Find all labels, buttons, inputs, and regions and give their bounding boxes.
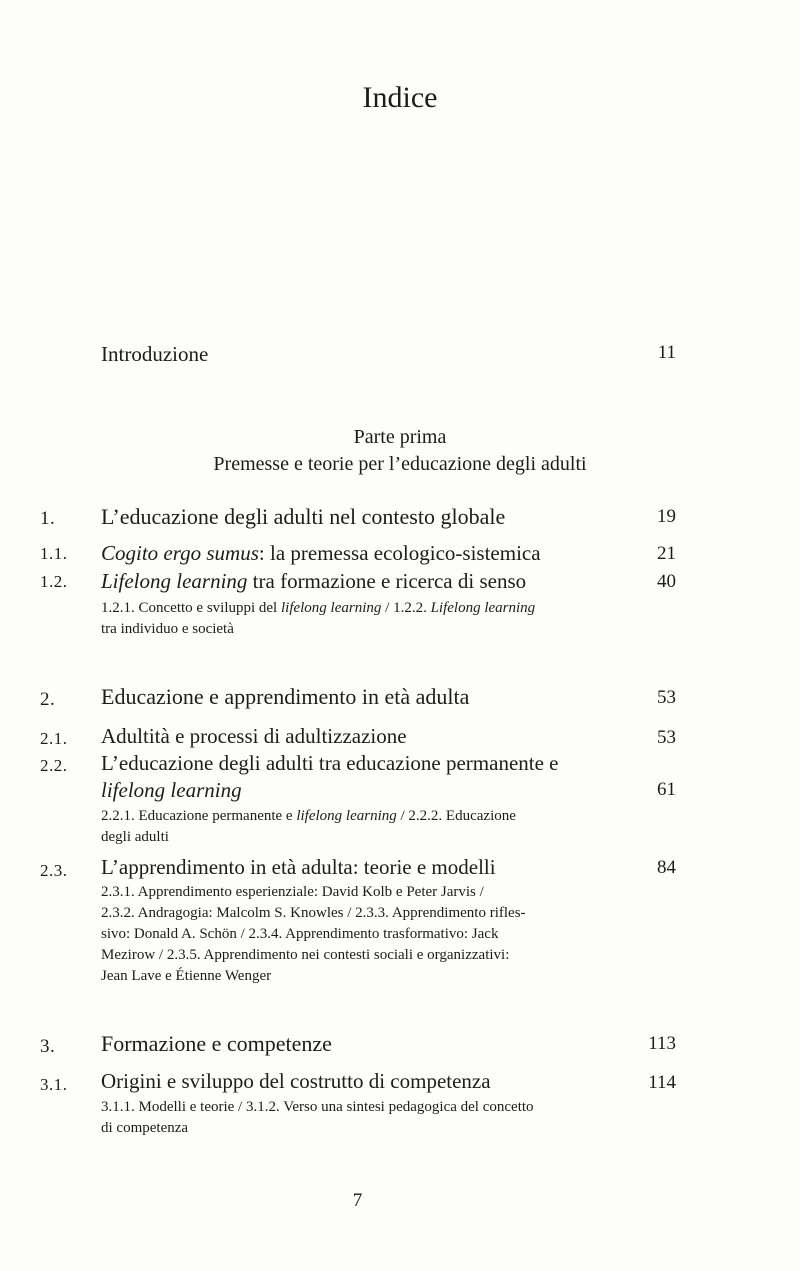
chapter-number: 1. xyxy=(40,508,56,529)
section-title: L’apprendimento in età adulta: teorie e modelli xyxy=(101,855,496,879)
subsection-list xyxy=(101,806,601,848)
section-title-italic: Cogito ergo sumus xyxy=(101,541,259,565)
section-title-italic: Lifelong learning xyxy=(101,569,248,593)
subsection-italic: Lifelong learning xyxy=(430,600,536,616)
chapter-page: 53 xyxy=(657,687,676,708)
chapter-title: Educazione e apprendimento in età adulta xyxy=(101,684,470,709)
section-title xyxy=(101,540,541,567)
subsection-line: 3.1.1. Modelli e teorie / 3.1.2. Verso una sintesi pedagogica del concetto xyxy=(101,1099,534,1115)
subsection-list xyxy=(101,598,601,640)
subsection-text: / 2.2.2. Educazione xyxy=(396,808,516,824)
section-page: 84 xyxy=(657,857,676,878)
section-title-rest: tra formazione e ricerca di senso xyxy=(247,569,527,593)
section-title-cont xyxy=(101,777,242,804)
section-number: 2.3. xyxy=(40,861,68,880)
subsection-text: 2.2.1. Educazione permanente e xyxy=(101,808,297,824)
chapter-number: 2. xyxy=(40,689,56,710)
page-title: Indice xyxy=(362,81,438,114)
subsection-italic: lifelong learning xyxy=(280,600,382,616)
chapter-title: Formazione e competenze xyxy=(101,1031,332,1056)
section-page: 114 xyxy=(648,1072,676,1093)
section-number: 2.2. xyxy=(40,756,68,775)
chapter-page: 19 xyxy=(657,506,676,527)
section-title: L’educazione degli adulti tra educazione permanente e xyxy=(101,751,559,775)
section-number: 1.1. xyxy=(40,544,68,563)
subsection-line: Jean Lave e Étienne Wenger xyxy=(101,968,272,984)
section-number: 2.1. xyxy=(40,729,68,748)
page-number: 7 xyxy=(352,1190,363,1211)
section-title: Adultità e processi di adultizzazione xyxy=(101,724,407,748)
subsection-line: Mezirow / 2.3.5. Apprendimento nei contesti sociali e organizzativi: xyxy=(101,947,510,963)
subsection-list xyxy=(101,1097,601,1139)
subsection-text: 1.2.1. Concetto e sviluppi del xyxy=(101,600,281,616)
toc-intro-label: Introduzione xyxy=(101,342,209,366)
subsection-text: tra individuo e società xyxy=(101,621,234,637)
subsection-line: sivo: Donald A. Schön / 2.3.4. Apprendimento trasformativo: Jack xyxy=(101,926,499,942)
subsection-list xyxy=(101,882,601,987)
section-title: Origini e sviluppo del costrutto di competenza xyxy=(101,1069,491,1093)
section-page: 40 xyxy=(657,571,676,592)
section-page: 53 xyxy=(657,727,676,748)
section-title-italic: lifelong learning xyxy=(101,778,242,802)
subsection-line: 2.3.2. Andragogia: Malcolm S. Knowles / 2.3.3. Apprendimento rifles- xyxy=(101,905,526,921)
section-title xyxy=(101,568,526,595)
toc-intro-page: 11 xyxy=(657,342,676,363)
section-number: 3.1. xyxy=(40,1075,68,1094)
part-heading: Parte prima xyxy=(353,426,447,448)
section-page: 61 xyxy=(657,779,676,800)
part-subheading: Premesse e teorie per l’educazione degli adulti xyxy=(213,453,587,475)
section-title-rest: : la premessa ecologico-sistemica xyxy=(258,541,541,565)
section-page: 21 xyxy=(657,543,676,564)
chapter-page: 113 xyxy=(648,1033,676,1054)
chapter-number: 3. xyxy=(40,1036,56,1057)
section-number: 1.2. xyxy=(40,572,68,591)
subsection-text: / 1.2.2. xyxy=(381,600,431,616)
subsection-text: degli adulti xyxy=(101,829,169,845)
chapter-title: L’educazione degli adulti nel contesto globale xyxy=(101,504,506,529)
subsection-line: di competenza xyxy=(101,1120,189,1136)
subsection-italic: lifelong learning xyxy=(296,808,397,824)
subsection-line: 2.3.1. Apprendimento esperienziale: David Kolb e Peter Jarvis / xyxy=(101,884,484,900)
